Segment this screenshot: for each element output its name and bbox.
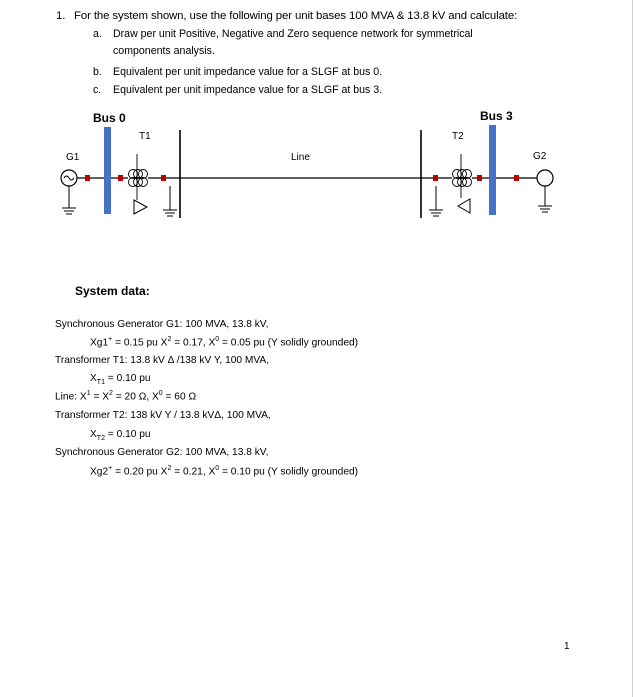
part-b-text: Equivalent per unit impedance value for a SLGF at bus 0. [113,66,383,78]
question-text: For the system shown, use the following per unit bases 100 MVA & 13.8 kV and calculate: [74,10,518,22]
breaker-g1 [85,175,90,181]
generator-g2 [496,170,553,212]
line-values: Line: $X^1 = X^2 = 20$ Ω, $X^0 = 60$ Ω [55,390,197,403]
bus0-label: Bus 0 [93,111,126,125]
t1-values: $X_{T1} = 0.10$ pu [90,373,151,387]
t2-values: $X_{T2} = 0.10$ pu [90,429,151,443]
page-number: 1 [564,641,570,652]
part-a-text: Draw per unit Positive, Negative and Zero sequence network for symmetrical [113,28,473,40]
bus0-bar [104,127,111,214]
delta-icon-t2 [458,199,470,213]
part-a-label: a. [93,28,102,40]
g1-title: Synchronous Generator G1: 100 MVA, 13.8 kV, [55,319,269,330]
t1-title: Transformer T1: 13.8 kV Δ /138 kV Y, 100 MVA, [55,355,270,366]
t2-title: Transformer T2: 138 kV Y / 13.8 kVΔ, 100 MVA, [55,410,271,421]
question-number: 1. [56,10,66,22]
g2-values: Xg2+ = 0.20 pu $X^2 = 0.21$, $X^0 = 0.10$ pu (Y solidly grounded) [90,465,359,478]
part-a-text-line2: components analysis. [113,45,215,57]
one-line-diagram [0,0,633,250]
bus3-label: Bus 3 [480,109,513,123]
part-c-text: Equivalent per unit impedance value for a SLGF at bus 3. [113,84,383,96]
generator-g1 [61,170,104,208]
system-data-title: System data: [75,284,150,298]
transformer-t1 [111,154,180,216]
part-b-label: b. [93,66,102,78]
delta-icon [134,200,147,214]
g2-label: G2 [533,151,547,162]
g2-title: Synchronous Generator G2: 100 MVA, 13.8 kV, [55,447,269,458]
t2-label: T2 [452,131,464,142]
line-label: Line [291,152,310,163]
part-c-label: c. [93,84,102,96]
bus3-bar [489,125,496,215]
ground-icon [62,208,76,214]
g1-label: G1 [66,152,80,163]
transformer-t2 [421,154,489,216]
g1-values: Xg1+ = 0.15 pu $X^2 = 0.17$, $X^0 = 0.05$ pu (Y solidly grounded) [90,336,359,349]
t1-label: T1 [139,131,151,142]
